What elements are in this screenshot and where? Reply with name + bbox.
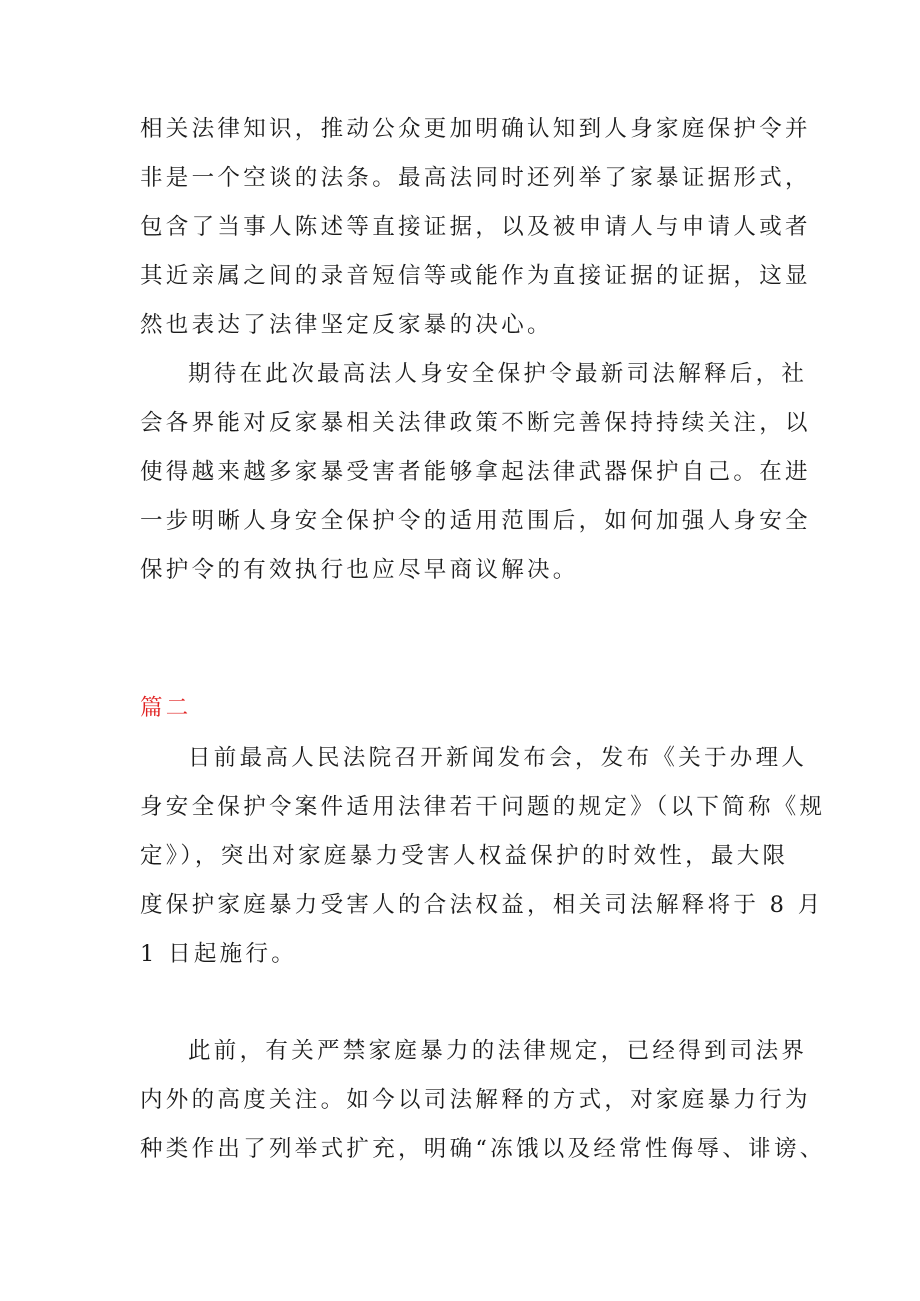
text-line: 此前，有关严禁家庭暴力的法律规定，已经得到司法界 [188,1038,808,1064]
text-line: 期待在此次最高法人身安全保护令最新司法解释后，社 [188,361,808,387]
text-line: 内外的高度关注。如今以司法解释的方式，对家庭暴力行为 [140,1087,811,1113]
text-line: 1 日起施行。 [140,941,298,967]
text-line: 保护令的有效执行也应尽早商议解决。 [140,557,579,583]
text-line: 种类作出了列举式扩充，明确“冻饿以及经常性侮辱、诽谤、 [140,1136,826,1162]
text-line: 相关法律知识，推动公众更加明确认知到人身家庭保护令并 [140,116,811,142]
text-line: 非是一个空谈的法条。最高法同时还列举了家暴证据形式， [140,165,811,191]
text-line: 然也表达了法律坚定反家暴的决心。 [140,312,553,338]
text-line: 包含了当事人陈述等直接证据，以及被申请人与申请人或者 [140,214,811,240]
section-heading: 篇二 [140,695,192,721]
text-line: 使得越来越多家暴受害者能够拿起法律武器保护自己。在进 [140,459,811,485]
text-line: 其近亲属之间的录音短信等或能作为直接证据的证据，这显 [140,263,811,289]
text-line: 身安全保护令案件适用法律若干问题的规定》（以下简称《规 [140,794,826,820]
text-line: 会各界能对反家暴相关法律政策不断完善保持持续关注，以 [140,410,811,436]
text-line: 一步明晰人身安全保护令的适用范围后，如何加强人身安全 [140,508,811,534]
text-line: 度保护家庭暴力受害人的合法权益，相关司法解释将于 8 月 [140,892,824,918]
text-line: 日前最高人民法院召开新闻发布会，发布《关于办理人 [188,745,808,771]
text-line: 定》），突出对家庭暴力受害人权益保护的时效性，最大限 [140,843,789,869]
